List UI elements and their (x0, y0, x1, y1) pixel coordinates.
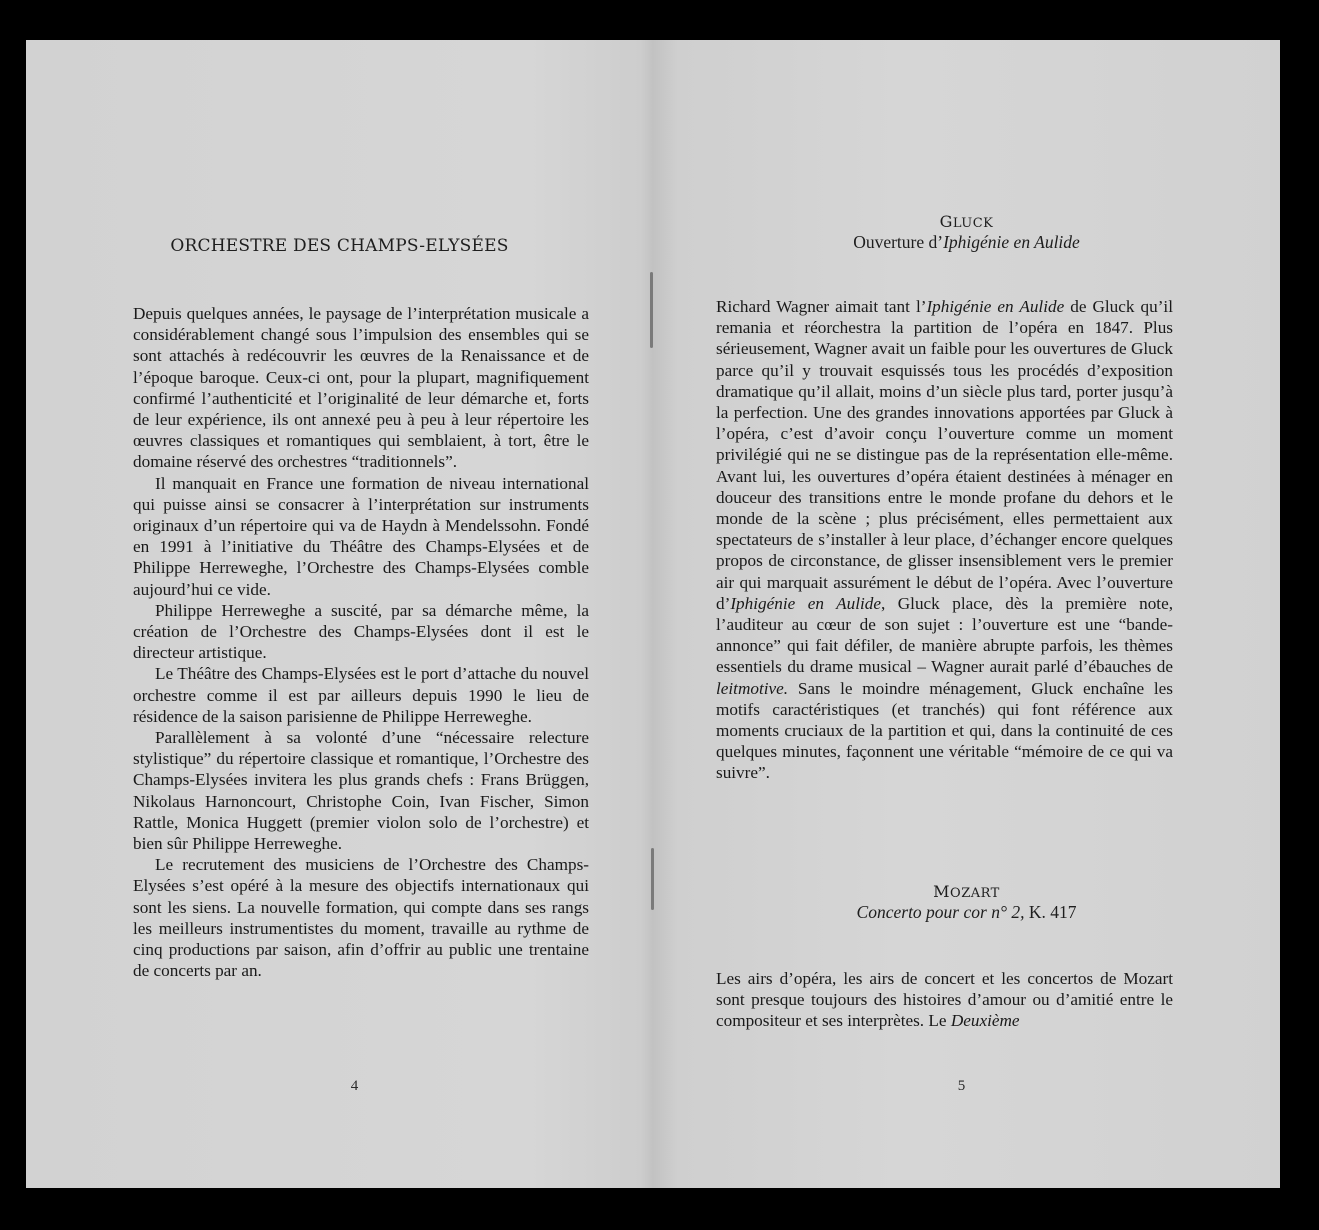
booklet-spread (26, 40, 1280, 1188)
staple (651, 848, 654, 910)
gluck-section-heading (653, 212, 1280, 253)
paragraph: Le Théâtre des Champs-Elysées est le port d’attache du nouvel orchestre comme il est par ailleurs depuis 1990 le lieu de résidence de la saison parisienne de Philippe Herreweghe. (133, 664, 589, 726)
page-number: 4 (350, 1078, 359, 1094)
paragraph: Depuis quelques années, le paysage de l’interprétation musicale a considérablement changé sous l’impulsion des ensembles qui se sont attachés à redécouvrir les œuvres de la Renaissance et de l’époque baroque. Ceux-ci ont, pour la plupart, magnifiquement confirmé l’authenticité et l’originalité de leur démarche et, forts de leur expérience, ils ont annexé peu à peu à leur répertoire les œuvres classiques et romantiques qui semblaient, à tort, être le domaine réservé des orchestres “traditionnels”. (133, 304, 589, 472)
work-title: Concerto pour cor n° 2, K. 417 (856, 902, 1077, 922)
composer-name: MOZART (933, 882, 1000, 901)
mozart-text (716, 968, 1173, 1032)
mozart-section-heading (653, 882, 1280, 923)
paragraph: Richard Wagner aimait tant l’Iphigénie en Aulide de Gluck qu’il remania et réorchestra la partition de l’opéra en 1847. Plus sérieusement, Wagner avait un faible pour les ouvertures de Gluck parce qu’il y trouvait esquissés tous les procédés d’exposition dramatique qu’il allait, moins d’un siècle plus tard, porter jusqu’à la perfection. Une des grandes innovations apportées par Gluck à l’opéra, c’est d’avoir conçu l’ouverture comme un moment privilégié qui ne se distingue pas de la représentation elle-même. Avant lui, les ouvertures d’opéra étaient destinées à ménager en douceur des transitions entre le monde profane du dehors et le monde de la scène ; plus précisément, elles permettaient aux spectateurs de s’installer à leur place, d’échanger encore quelques propos de circonstance, de glisser insensiblement vers le premier air qui marquait assurément le début de l’opéra. Avec l’ouverture d’Iphigénie en Aulide, Gluck place, dès la première note, l’auditeur au cœur de son sujet : l’ouverture est une “bande-annonce” qui fait défiler, de manière abrupte parfois, les thèmes essentiels du drame musical – Wagner aurait parlé d’ébauches de leitmotive. Sans le moindre ménagement, Gluck enchaîne les motifs caractéristiques (et tranchés) qui font référence aux moments cruciaux de la partition et qui, dans la continuité de ces quelques minutes, façonnent une véritable “mémoire de ce qui va suivre”. (716, 297, 1173, 783)
paragraph: Philippe Herreweghe a suscité, par sa démarche même, la création de l’Orchestre des Champs-Elysées dont il est le directeur artistique. (133, 600, 589, 663)
gluck-text (716, 296, 1173, 784)
page-number: 5 (957, 1078, 966, 1094)
work-title: Ouverture d’Iphigénie en Aulide (853, 232, 1080, 252)
left-page (26, 40, 653, 1188)
paragraph: Le recrutement des musiciens de l’Orchestre des Champs-Elysées s’est opéré à la mesure des objectifs internationaux qui sont les siens. La nouvelle formation, qui compte dans ses rangs les meilleurs instrumentistes du moment, travaille au rythme de cinq productions par saison, afin d’offrir au public une trentaine de concerts par an. (133, 855, 589, 981)
paragraph: Parallèlement à sa volonté d’une “nécessaire relecture stylistique” du répertoire classique et romantique, l’Orchestre des Champs-Elysées invitera les plus grands chefs : Frans Brüggen, Nikolaus Harnoncourt, Christophe Coin, Ivan Fischer, Simon Rattle, Monica Huggett (premier violon solo de l’orchestre) et bien sûr Philippe Herreweghe. (133, 728, 589, 854)
paragraph: Les airs d’opéra, les airs de concert et les concertos de Mozart sont presque toujours des histoires d’amour ou d’amitié entre le compositeur et ses interprètes. Le Deuxième (716, 969, 1173, 1031)
body-text (133, 303, 589, 982)
staple (650, 272, 653, 348)
right-page (653, 40, 1280, 1188)
page-heading: ORCHESTRE DES CHAMPS-ELYSÉES (170, 236, 509, 256)
paragraph: Il manquait en France une formation de niveau international qui puisse ainsi se consacrer à l’interprétation sur instruments originaux d’un répertoire qui va de Haydn à Mendelssohn. Fondé en 1991 à l’initiative du Théâtre des Champs-Elysées et de Philippe Herreweghe, l’Orchestre des Champs-Elysées comble aujourd’hui ce vide. (133, 473, 589, 599)
composer-name: GLUCK (939, 212, 994, 231)
